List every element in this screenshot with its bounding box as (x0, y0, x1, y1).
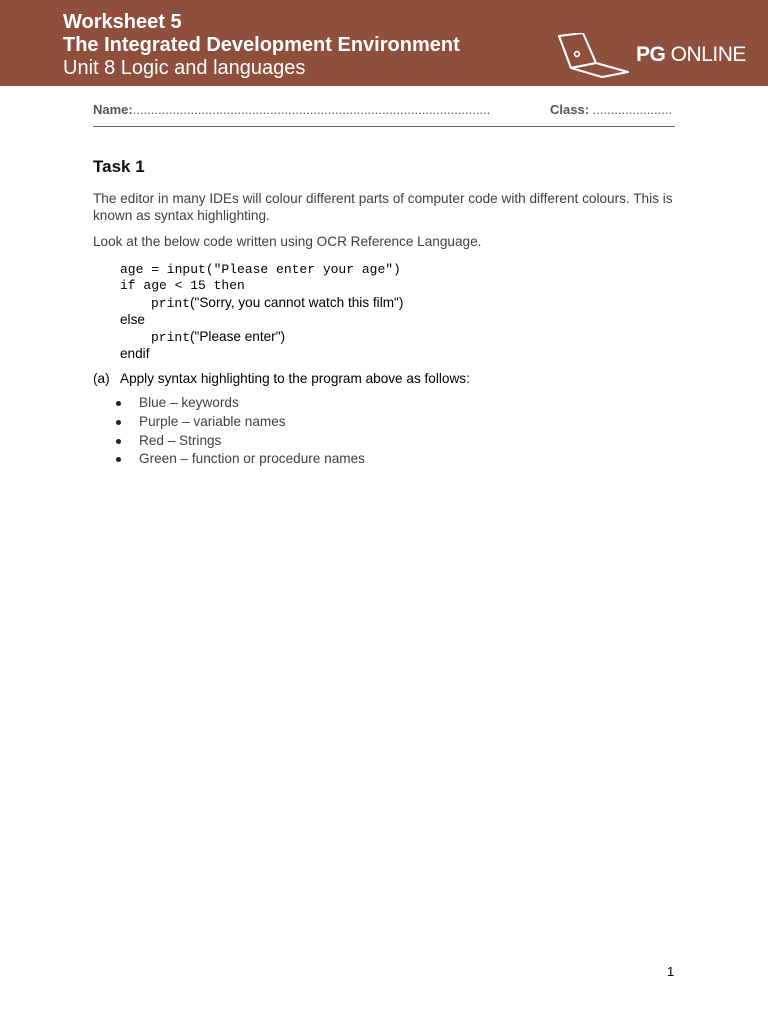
code-line-5: print("Please enter") (151, 329, 286, 345)
colour-key-list (116, 395, 365, 470)
logo-text: PG ONLINE (636, 43, 746, 66)
bullet-icon (116, 439, 121, 444)
unit-title: Unit 8 Logic and languages (63, 57, 306, 79)
name-class-row (93, 102, 683, 117)
list-item: Purple – variable names (116, 414, 365, 433)
code-line-2: if age < 15 then (120, 278, 245, 293)
pg-online-logo (556, 33, 746, 79)
list-item: Blue – keywords (116, 395, 365, 414)
class-field[interactable]: ...................... (589, 102, 673, 117)
worksheet-number: Worksheet 5 (63, 11, 182, 33)
name-label: Name: (93, 102, 133, 117)
bullet-icon (116, 457, 121, 462)
bullet-icon (116, 401, 121, 406)
class-label: Class: (550, 102, 590, 117)
task-instruction: Look at the below code written using OCR Reference Language. (93, 234, 482, 249)
code-line-4: else (120, 312, 145, 327)
code-line-1: age = input("Please enter your age") (120, 262, 401, 277)
task-intro: The editor in many IDEs will colour different parts of computer code with different colours. This is known as syntax highlighting. (93, 191, 673, 223)
question-text: Apply syntax highlighting to the program above as follows: (120, 371, 470, 386)
header-divider (93, 126, 675, 127)
code-line-3: print("Sorry, you cannot watch this film") (151, 295, 404, 311)
list-item: Green – function or procedure names (116, 451, 365, 470)
name-field[interactable]: ................................................................................................... (132, 102, 491, 117)
bullet-icon (116, 420, 121, 425)
list-item: Red – Strings (116, 433, 365, 452)
code-line-6: endif (120, 346, 150, 361)
page-number: 1 (667, 964, 675, 979)
laptop-icon (556, 33, 632, 79)
task-heading: Task 1 (93, 157, 145, 176)
worksheet-title: The Integrated Development Environment (63, 34, 460, 56)
worksheet-header (0, 0, 768, 86)
question-label: (a) (93, 371, 110, 386)
